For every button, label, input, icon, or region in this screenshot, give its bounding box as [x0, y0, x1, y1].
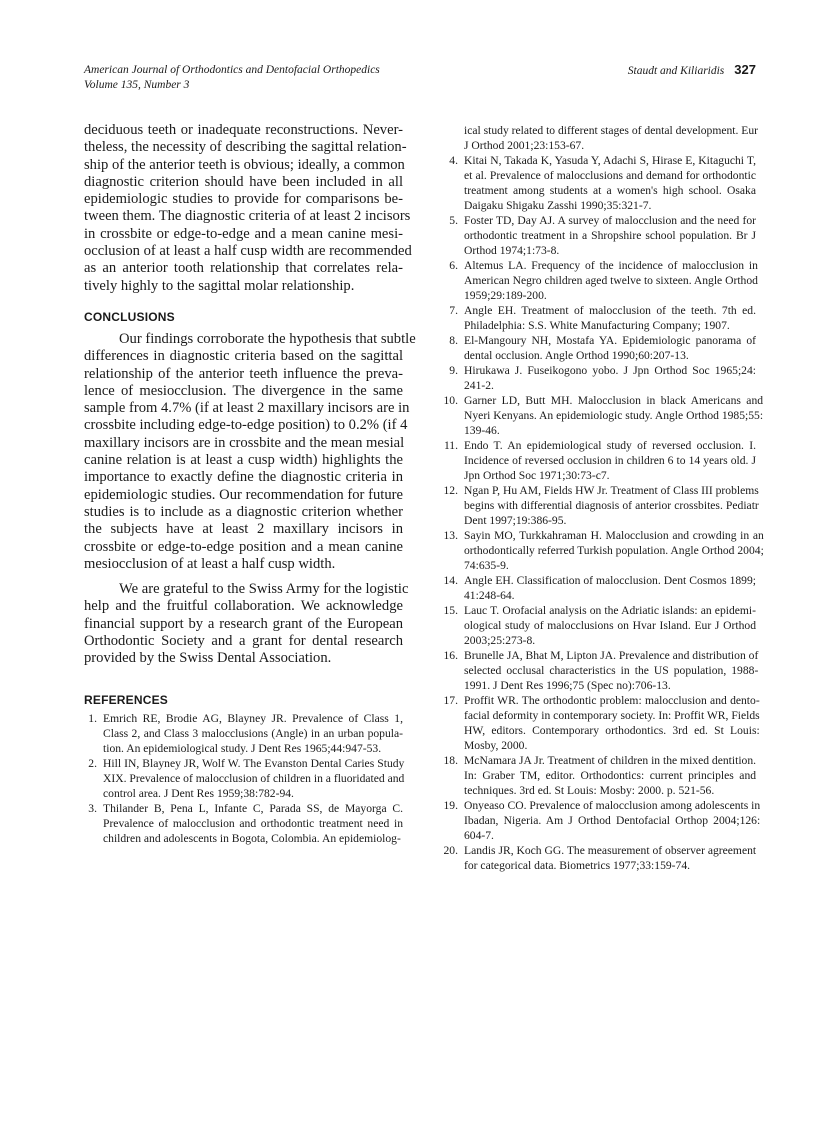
reference-line: 1959;29:189-200. — [464, 289, 547, 302]
reference-line: treatment among students at a women's high school. Osaka — [464, 184, 756, 197]
page-number: 327 — [734, 62, 756, 77]
reference-text — [464, 798, 760, 843]
text-line: occlusion of at least a half cusp width are recommended — [84, 243, 412, 260]
reference-text — [103, 756, 404, 801]
reference-item — [445, 363, 756, 393]
reference-line: Philadelphia: S.S. White Manufacturing Company; 1907. — [464, 319, 730, 332]
text-line: sample from 4.7% (if at least 2 maxillary incisors are in — [84, 400, 410, 417]
left-column — [84, 122, 416, 846]
reference-list-right — [443, 123, 764, 873]
reference-item — [443, 648, 759, 693]
text-line: We are grateful to the Swiss Army for the logistic — [119, 581, 409, 598]
reference-line: Daigaku Shigaku Zasshi 1990;35:321-7. — [464, 199, 652, 212]
reference-item — [445, 153, 756, 213]
reference-number: 19. — [443, 799, 458, 812]
reference-number: 7. — [449, 304, 458, 317]
text-line: ship of the anterior teeth is obvious; ideally, a common — [84, 156, 405, 173]
reference-line: Class 2, and Class 3 malocclusions (Angle) in an urban popula- — [103, 726, 403, 740]
reference-line: Ngan P, Hu AM, Fields HW Jr. Treatment of Class III problems — [464, 484, 759, 497]
reference-number: 17. — [443, 694, 458, 707]
reference-line: Jpn Orthod Soc 1971;30:73-c7. — [464, 469, 610, 482]
reference-line: control area. J Dent Res 1959;38:782-94. — [103, 786, 294, 800]
reference-number: 10. — [443, 394, 458, 407]
reference-line: Lauc T. Orofacial analysis on the Adriatic islands: an epidemi- — [464, 604, 756, 617]
reference-text — [464, 438, 756, 483]
reference-line: J Orthod 2001;23:153-67. — [464, 139, 585, 152]
reference-text — [464, 303, 756, 333]
text-line: as an anterior tooth relationship that correlates rela- — [84, 260, 403, 277]
reference-line: dental occlusion. Angle Orthod 1990;60:207-13. — [464, 349, 689, 362]
reference-number: 5. — [449, 214, 458, 227]
reference-item — [445, 213, 756, 258]
reference-item — [443, 528, 764, 573]
reference-item — [445, 258, 756, 303]
reference-item — [445, 123, 759, 153]
reference-line: children and adolescents in Bogota, Colombia. An epidemiolog- — [103, 831, 401, 845]
reference-text — [464, 753, 756, 798]
text-line: the subjects have at least 2 maxillary incisors in — [84, 521, 403, 538]
reference-number: 9. — [449, 364, 458, 377]
reference-list-left — [84, 711, 403, 846]
reference-line: facial deformity in contemporary society. In: Proffit WR, Fields — [464, 709, 760, 722]
reference-text — [103, 801, 403, 846]
reference-line: McNamara JA Jr. Treatment of children in the mixed dentition. — [464, 754, 757, 767]
text-line: canine relation is at least a cusp width) highlights the — [84, 452, 403, 469]
reference-number: 20. — [443, 844, 458, 857]
reference-line: In: Graber TM, editor. Orthodontics: current principles and — [464, 769, 757, 782]
reference-number: 3. — [88, 801, 97, 815]
reference-text — [464, 258, 758, 303]
reference-line: Landis JR, Koch GG. The measurement of observer agreement — [464, 844, 757, 857]
reference-line: Brunelle JA, Bhat M, Lipton JA. Prevalence and distribution of — [464, 649, 759, 662]
reference-line: Kitai N, Takada K, Yasuda Y, Adachi S, Hirase E, Kitaguchi T, — [464, 154, 756, 167]
reference-line: American Negro children aged twelve to sixteen. Angle Orthod — [464, 274, 758, 287]
text-line: mesiocclusion of at least a half cusp width. — [84, 555, 336, 572]
text-line: lence of mesiocclusion. The divergence in the same — [84, 382, 403, 399]
text-line: Our findings corroborate the hypothesis that subtle — [119, 330, 416, 347]
reference-item — [445, 303, 756, 333]
text-line: tively highly to the sagittal molar relationship. — [84, 277, 355, 294]
reference-text — [464, 693, 760, 753]
text-line: Orthodontic Society and a grant for dental research — [84, 633, 403, 650]
acknowledgments-paragraph — [84, 581, 409, 667]
reference-text — [464, 153, 756, 213]
reference-line: Ibadan, Nigeria. Am J Orthod Dentofacial Orthop 2004;126: — [464, 814, 761, 827]
reference-line: for categorical data. Biometrics 1977;33:159-74. — [464, 859, 691, 872]
reference-line: Mosby, 2000. — [464, 739, 528, 752]
reference-line: Orthod 1974;1:73-8. — [464, 244, 560, 257]
reference-line: Altemus LA. Frequency of the incidence of malocclusion in — [464, 259, 758, 272]
reference-text — [103, 711, 403, 756]
reference-line: Angle EH. Classification of malocclusion. Dent Cosmos 1899; — [464, 574, 756, 587]
text-line: tween them. The diagnostic criteria of at least 2 incisors — [84, 208, 411, 225]
reference-text — [464, 363, 756, 393]
reference-number: 15. — [443, 604, 458, 617]
reference-item — [445, 438, 756, 483]
text-line: epidemiologic studies. Our recommendation for future — [84, 486, 403, 503]
text-line: crossbite including edge-to-edge position) to 0.2% (if 4 — [84, 417, 408, 434]
reference-item — [443, 798, 761, 843]
article-authors: Staudt and Kiliaridis — [627, 65, 725, 77]
reference-number: 2. — [88, 756, 97, 770]
reference-number: 12. — [443, 484, 458, 497]
text-line: provided by the Swiss Dental Association. — [84, 650, 332, 667]
reference-item — [445, 573, 756, 603]
reference-line: 604-7. — [464, 829, 494, 842]
references-heading: REFERENCES — [84, 692, 169, 707]
reference-line: ological study of malocclusions on Hvar Island. Eur J Orthod — [464, 619, 756, 632]
running-header-left — [84, 63, 380, 93]
reference-line: Emrich RE, Brodie AG, Blayney JR. Prevalence of Class 1, — [103, 711, 403, 725]
reference-number: 14. — [443, 574, 458, 587]
reference-line: Endo T. An epidemiological study of reversed occlusion. I. — [464, 439, 756, 452]
discussion-paragraph — [84, 122, 412, 295]
reference-text — [464, 333, 756, 363]
text-line: diagnostic criterion should have been included in all — [84, 173, 403, 190]
reference-line: Hirukawa J. Fuseikogono yobo. J Jpn Orthod Soc 1965;24: — [464, 364, 756, 377]
reference-text — [464, 528, 764, 573]
text-line: deciduous teeth or inadequate reconstructions. Never- — [84, 122, 403, 138]
reference-line: Proffit WR. The orthodontic problem: malocclusion and dento- — [464, 694, 760, 707]
reference-line: ical study related to different stages of dental development. Eur — [464, 124, 759, 137]
reference-line: HW, editors. Contemporary orthodontics. 3rd ed. St Louis: — [464, 724, 760, 737]
reference-line: El-Mangoury NH, Mostafa YA. Epidemiologic panorama of — [464, 334, 756, 347]
right-column — [443, 123, 764, 873]
journal-title: American Journal of Orthodontics and Dentofacial Orthopedics — [84, 64, 380, 76]
reference-number: 1. — [88, 711, 97, 725]
text-line: relationship of the anterior teeth influence the preva- — [84, 365, 403, 382]
reference-line: 241-2. — [464, 379, 494, 392]
reference-number: 18. — [443, 754, 458, 767]
reference-line: 139-46. — [464, 424, 500, 437]
reference-number: 4. — [449, 154, 458, 167]
reference-text — [464, 573, 756, 603]
reference-line: Nyeri Kenyans. An epidemiologic study. Angle Orthod 1985;55: — [464, 409, 764, 422]
reference-item — [445, 843, 756, 873]
text-line: importance to exactly define the diagnostic criteria in — [84, 469, 403, 486]
reference-line: Dent 1997;19:386-95. — [464, 514, 567, 527]
reference-item — [445, 603, 756, 648]
reference-item — [445, 753, 756, 798]
reference-line: Garner LD, Butt MH. Malocclusion in black Americans and — [464, 394, 764, 407]
reference-number: 13. — [443, 529, 458, 542]
reference-text — [464, 213, 756, 258]
reference-item — [443, 393, 764, 438]
reference-number: 6. — [449, 259, 458, 272]
conclusions-heading: CONCLUSIONS — [84, 309, 175, 324]
reference-line: Thilander B, Pena L, Infante C, Parada SS, de Mayorga C. — [103, 801, 403, 815]
reference-line: 74:635-9. — [464, 559, 509, 572]
reference-number — [445, 123, 464, 153]
text-line: differences in diagnostic criteria based on the sagittal — [84, 348, 403, 365]
reference-text — [464, 483, 759, 528]
reference-text — [464, 393, 763, 438]
conclusions-paragraph — [84, 330, 416, 573]
reference-line: begins with differential diagnosis of anterior crossbites. Pediatr — [464, 499, 759, 512]
text-line: crossbite or edge-to-edge position and a mean canine — [84, 538, 403, 555]
reference-text — [464, 603, 756, 648]
reference-line: Sayin MO, Turkkahraman H. Malocclusion and crowding in an — [464, 529, 764, 542]
text-line: financial support by a research grant of the European — [84, 615, 403, 632]
reference-item — [445, 333, 756, 363]
reference-line: 2003;25:273-8. — [464, 634, 536, 647]
reference-line: et al. Prevalence of malocclusions and demand for orthodontic — [464, 169, 756, 182]
text-line: help and the fruitful collaboration. We acknowledge — [84, 598, 403, 615]
reference-line: Incidence of reversed occlusion in children 6 to 14 years old. J — [464, 454, 756, 467]
running-header-right — [628, 62, 756, 79]
reference-line: orthodontically referred Turkish population. Angle Orthod 2004; — [464, 544, 764, 557]
reference-line: Hill IN, Blayney JR, Wolf W. The Evanston Dental Caries Study — [103, 756, 405, 770]
text-line: maxillary incisors are in crossbite and the mean mesial — [84, 434, 405, 451]
reference-text — [464, 843, 756, 873]
reference-line: Onyeaso CO. Prevalence of malocclusion among adolescents in — [464, 799, 761, 812]
reference-item — [84, 756, 403, 801]
reference-line: XIX. Prevalence of malocclusion of children in a fluoridated and — [103, 771, 405, 785]
reference-line: selected occlusal characteristics in the US population, 1988- — [464, 664, 759, 677]
reference-text — [464, 648, 758, 693]
reference-number: 16. — [443, 649, 458, 662]
text-line: in crossbite or edge-to-edge and a mean canine mesi- — [84, 225, 403, 242]
reference-item — [443, 693, 760, 753]
reference-number: 8. — [449, 334, 458, 347]
reference-line: Foster TD, Day AJ. A survey of malocclusion and the need for — [464, 214, 756, 227]
reference-line: Angle EH. Treatment of malocclusion of the teeth. 7th ed. — [464, 304, 756, 317]
text-line: theless, the necessity of describing the sagittal relation- — [84, 139, 407, 156]
text-line: epidemiologic studies to provide for comparisons be- — [84, 191, 403, 208]
reference-item — [443, 483, 759, 528]
text-line: studies is to include as a diagnostic criterion whether — [84, 503, 403, 520]
reference-line: Prevalence of malocclusion and orthodontic treatment need in — [103, 816, 403, 830]
reference-line: orthodontic treatment in a Shropshire school population. Br J — [464, 229, 756, 242]
reference-line: 41:248-64. — [464, 589, 515, 602]
reference-number: 11. — [443, 439, 458, 452]
reference-line: tion. An epidemiological study. J Dent Res 1965;44:947-53. — [103, 741, 382, 755]
reference-item — [84, 801, 403, 846]
reference-line: 1991. J Dent Res 1996;75 (Spec no):706-13. — [464, 679, 671, 692]
reference-line: techniques. 3rd ed. St Louis: Mosby: 2000. p. 521-56. — [464, 784, 715, 797]
reference-item — [84, 711, 403, 756]
reference-text — [464, 123, 758, 153]
journal-volume: Volume 135, Number 3 — [84, 79, 190, 91]
